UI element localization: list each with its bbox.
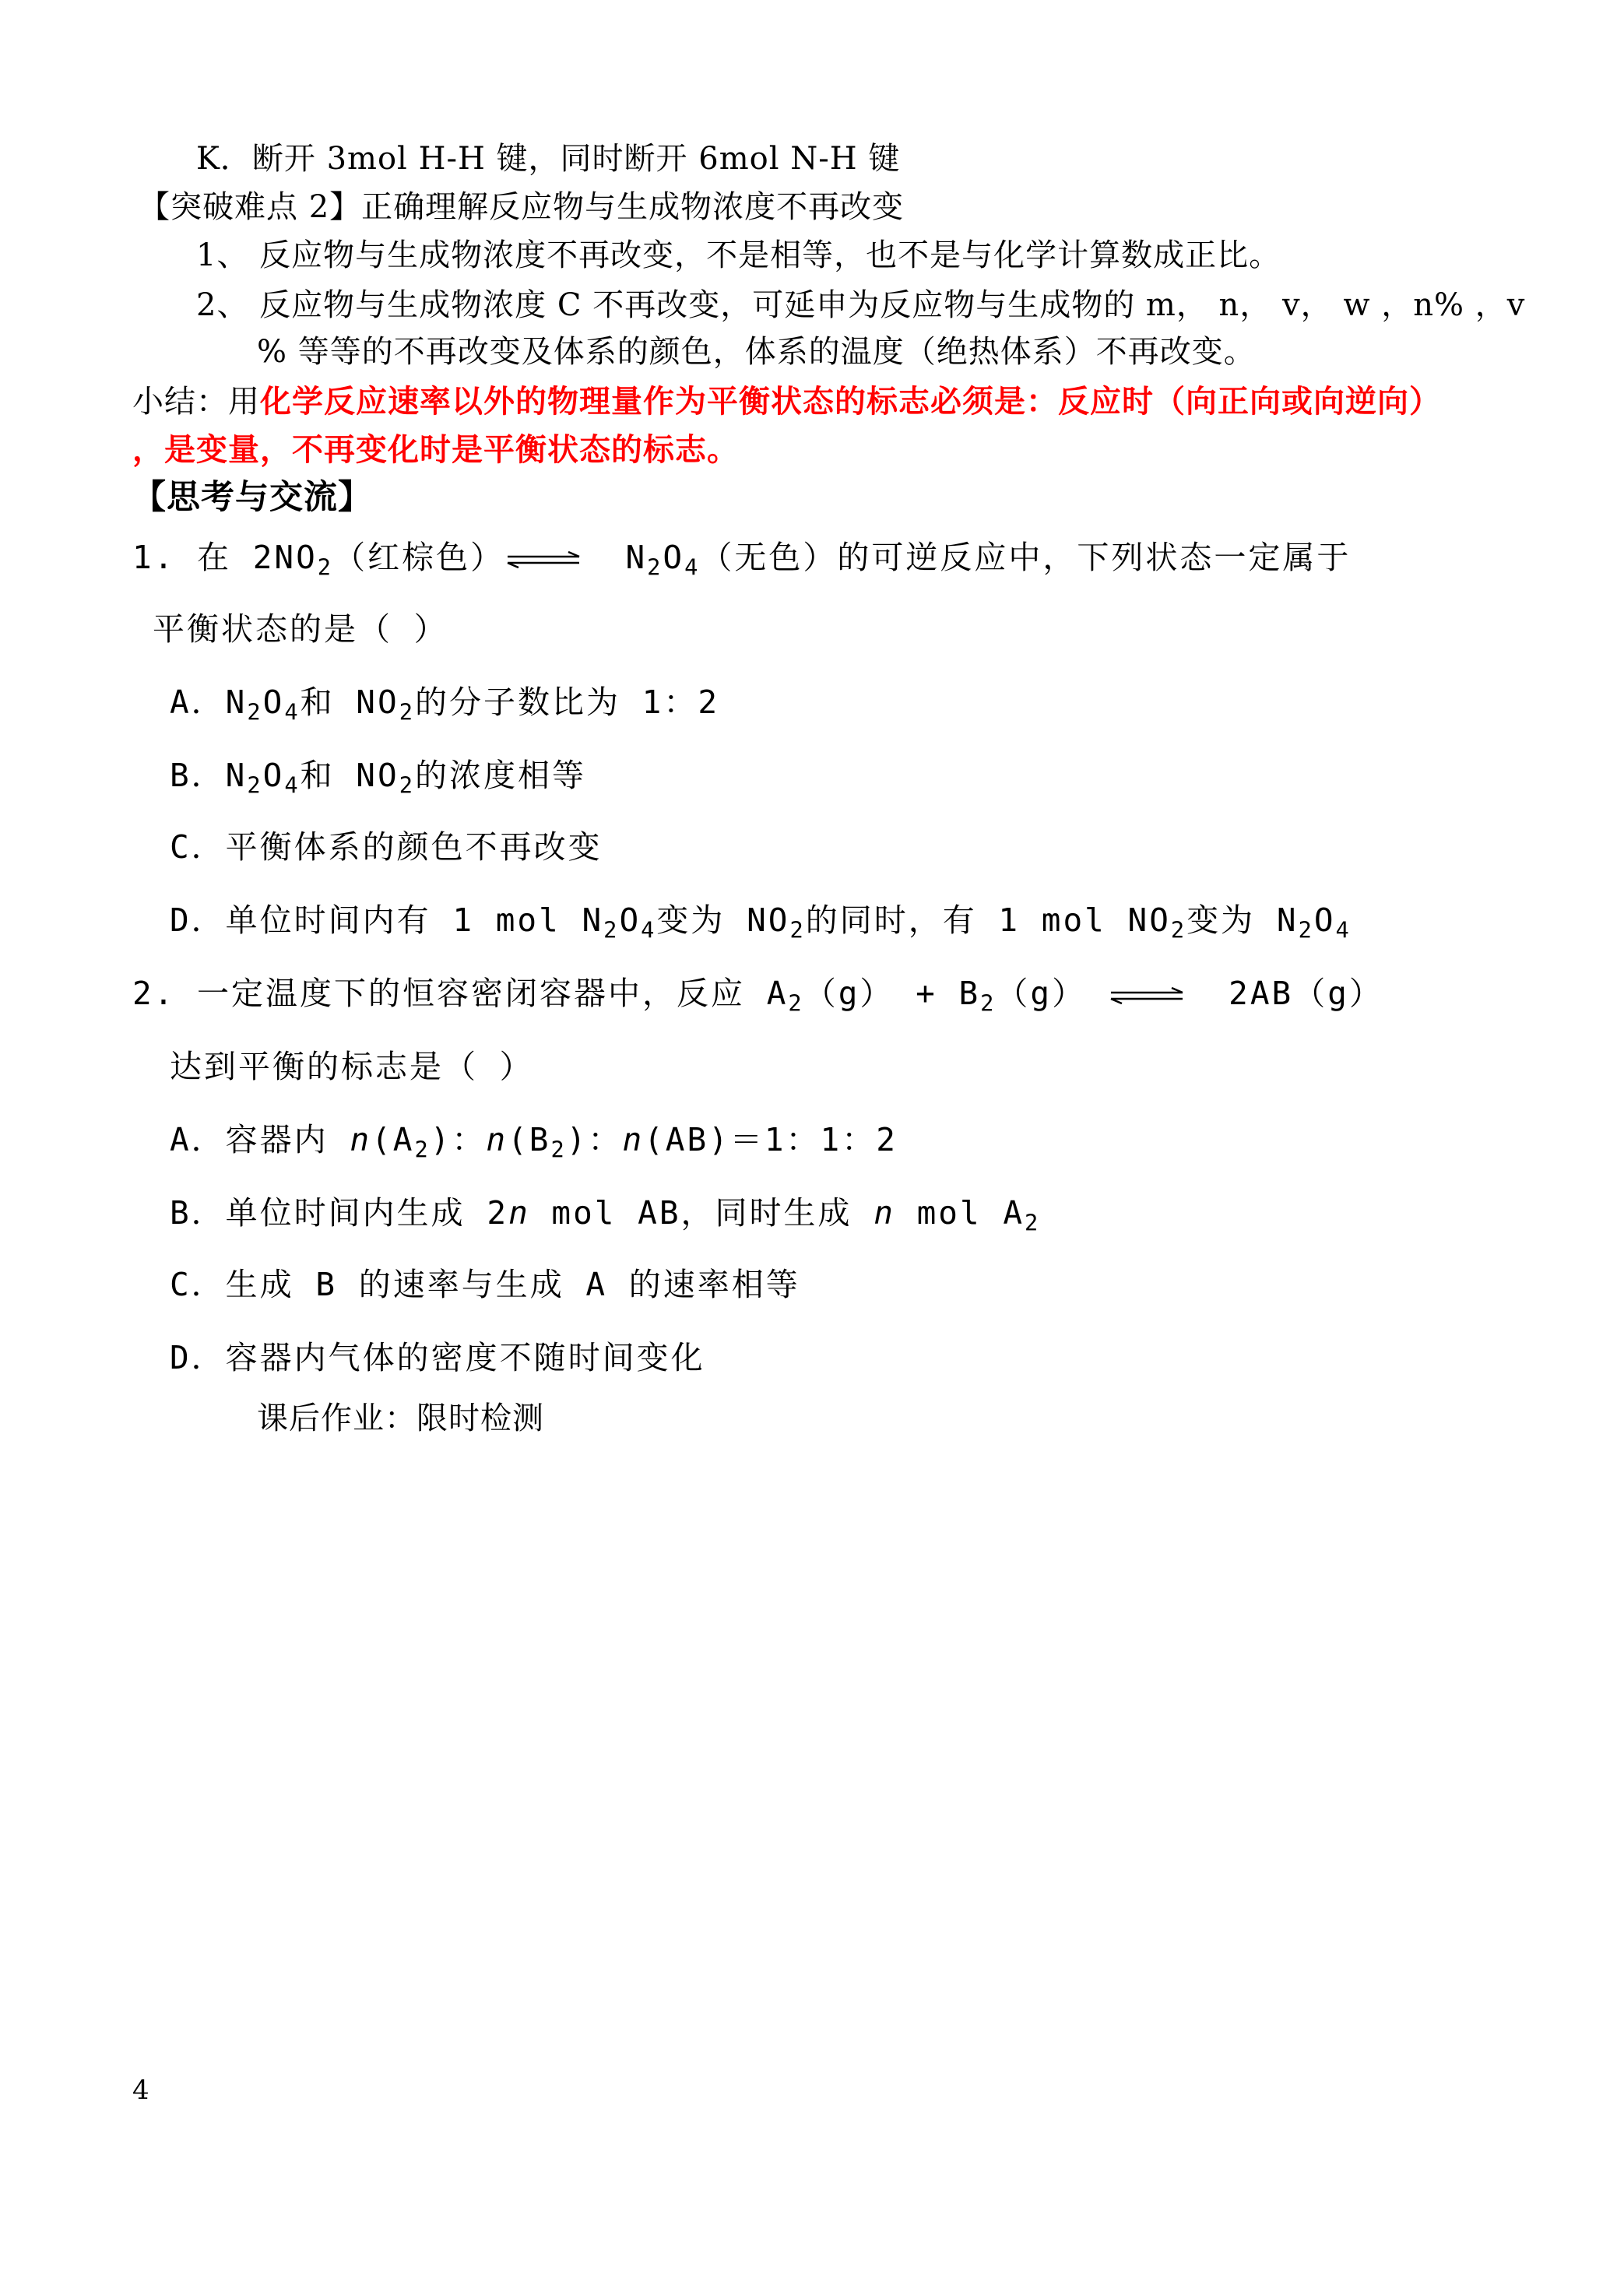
q2-stem-line-1	[132, 975, 1383, 1017]
q1-a-s1: 2	[247, 698, 263, 726]
q1-d-s5: 2	[1298, 916, 1314, 944]
q2-a-n1: n	[350, 1121, 372, 1158]
q2-a-s1: 2	[414, 1136, 431, 1163]
q2-option-d: D．容器内气体的密度不随时间变化	[170, 1339, 705, 1376]
q1-sub-a: 2	[647, 554, 663, 581]
q1-b-o: O	[262, 757, 285, 794]
q1-b-s1: 2	[247, 771, 263, 799]
q1-a-mid: 和 NO	[300, 684, 399, 721]
q2-a-c: (B	[508, 1121, 551, 1158]
point-2-line-2: % 等等的不再改变及体系的颜色，体系的温度（绝热体系）不再改变。	[257, 334, 1256, 370]
q1-b-post: 的浓度相等	[414, 757, 586, 794]
q1-color-1: （红棕色）	[333, 539, 505, 576]
q1-o: O	[663, 539, 685, 576]
option-k: K．断开 3mol H-H 键，同时断开 6mol N-H 键	[196, 141, 901, 177]
q1-a-post: 的分子数比为 1：2	[414, 684, 720, 721]
summary-line-2: ，是变量，不再变化时是平衡状态的标志。	[132, 432, 739, 468]
q2-a-n3: n	[622, 1121, 645, 1158]
q2-prefix: 2. 一定温度下的恒容密闭容器中，反应 A	[132, 975, 789, 1012]
q2-a-e: (AB)＝1：1：2	[644, 1121, 898, 1158]
q2-a-a: (A	[371, 1121, 415, 1158]
q1-a-o: O	[262, 684, 285, 721]
q2-b-n1: n	[508, 1194, 530, 1232]
q1-sub: 2	[317, 554, 334, 581]
q1-option-a	[170, 684, 720, 726]
difficulty-title: 【突破难点 2】正确理解反应物与生成物浓度不再改变	[139, 189, 905, 225]
q2-b-post: mol A	[895, 1194, 1025, 1232]
q2-stem-line-2: 达到平衡的标志是（ ）	[170, 1048, 534, 1085]
q1-d-pre: D．单位时间内有 1 mol N	[170, 901, 604, 939]
homework-note: 课后作业：限时检测	[257, 1401, 544, 1436]
q2-b-s: 2	[1025, 1209, 1041, 1236]
q1-a-s2: 4	[284, 698, 301, 726]
q2-product: 2AB（g）	[1229, 975, 1383, 1012]
q2-a-pre: A．容器内	[170, 1121, 350, 1158]
equilibrium-arrow-icon	[504, 551, 582, 568]
q1-option-d	[170, 901, 1352, 944]
q2-option-c: C．生成 B 的速率与生成 A 的速率相等	[170, 1266, 800, 1303]
q2-mid2: （g）	[996, 975, 1087, 1012]
point-2-line-1: 2、 反应物与生成物浓度 C 不再改变，可延申为反应物与生成物的 m， n， v， w ，n% ，v	[196, 287, 1526, 323]
q2-s2: 2	[980, 989, 997, 1017]
q1-d-o2: O	[1313, 901, 1336, 939]
q1-n: N	[625, 539, 648, 576]
q1-b-s2: 4	[284, 771, 301, 799]
q2-a-b: )：	[430, 1121, 487, 1158]
q1-option-c: C．平衡体系的颜色不再改变	[170, 828, 603, 866]
q1-prefix: 1. 在 2NO	[132, 539, 318, 576]
q1-d-mid: 变为 NO	[656, 901, 790, 939]
q1-a-s3: 2	[399, 698, 415, 726]
q1-b-pre: B．N	[170, 757, 248, 794]
q2-b-pre: B．单位时间内生成 2	[170, 1194, 509, 1232]
q2-a-n2: n	[486, 1121, 508, 1158]
q2-a-d: )：	[566, 1121, 623, 1158]
q2-option-b	[170, 1194, 1041, 1236]
q1-d-o: O	[619, 901, 642, 939]
q1-option-b	[170, 757, 586, 799]
q2-mid1: （g） + B	[803, 975, 981, 1012]
summary-prefix: 小结：用	[132, 384, 260, 420]
q1-a-pre: A．N	[170, 684, 248, 721]
q1-d-s2: 4	[641, 916, 657, 944]
q1-d-mid3: 变为 N	[1186, 901, 1299, 939]
q1-d-s3: 2	[789, 916, 806, 944]
q1-stem-line-2: 平衡状态的是（ ）	[153, 610, 448, 648]
q1-d-s6: 4	[1335, 916, 1352, 944]
q1-d-s1: 2	[603, 916, 620, 944]
summary-red-1: 化学反应速率以外的物理量作为平衡状态的标志必须是：反应时（向正向或向逆向）	[260, 384, 1441, 420]
q1-d-mid2: 的同时，有 1 mol NO	[805, 901, 1171, 939]
q1-stem-line-1	[132, 539, 1352, 581]
q1-sub-b: 4	[684, 554, 701, 581]
equilibrium-arrow-icon	[1108, 987, 1186, 1004]
q2-a-s2: 2	[550, 1136, 567, 1163]
q2-s1: 2	[788, 989, 804, 1017]
discussion-title: 【思考与交流】	[132, 478, 372, 517]
summary-line-1	[132, 384, 1441, 420]
q1-d-s4: 2	[1170, 916, 1187, 944]
q2-option-a	[170, 1121, 898, 1163]
q2-b-mid: mol AB，同时生成	[529, 1194, 874, 1232]
q1-suffix: （无色）的可逆反应中，下列状态一定属于	[700, 539, 1352, 576]
point-1: 1、 反应物与生成物浓度不再改变，不是相等，也不是与化学计算数成正比。	[196, 237, 1281, 273]
q2-b-n2: n	[874, 1194, 895, 1232]
page-number: 4	[132, 2075, 150, 2106]
q1-b-mid: 和 NO	[300, 757, 399, 794]
q1-b-s3: 2	[399, 771, 415, 799]
